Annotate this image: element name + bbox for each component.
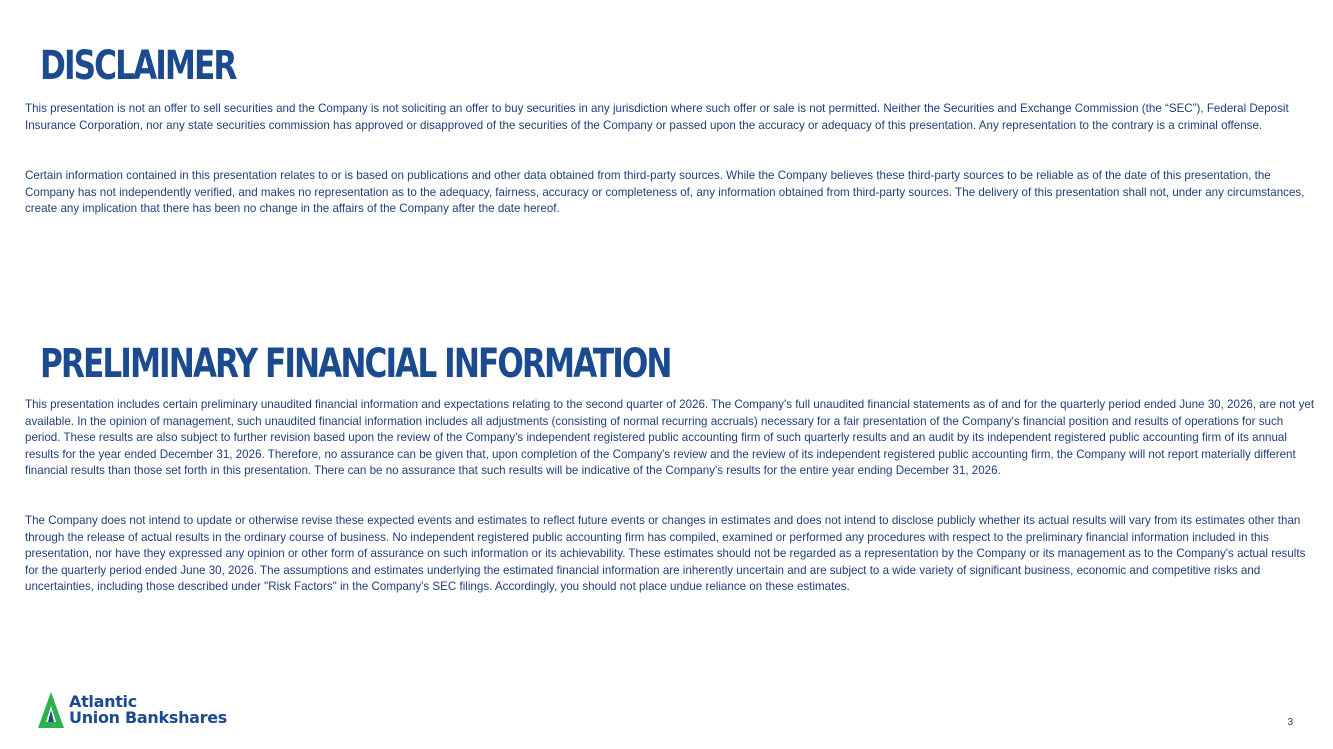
page-number: 3	[1287, 717, 1293, 728]
preliminary-heading: PRELIMINARY FINANCIAL INFORMATION	[40, 341, 671, 387]
logo-line-1: Atlantic	[69, 692, 137, 711]
triangle-logo-icon	[38, 692, 64, 728]
disclaimer-heading: DISCLAIMER	[40, 43, 236, 89]
logo-wordmark	[69, 694, 227, 726]
logo-line-2: Union Bankshares	[69, 708, 228, 727]
preliminary-paragraph-1: This presentation includes certain preliminary unaudited financial information and expectations relating to the second quarter of 2026. The Company's full unaudited financial statements as of and for the quarterly period ended June 30, 2026, are not yet available. In the opinion of management, such unaudited financial information includes all adjustments (consisting of normal recurring accruals) necessary for a fair presentation of the Company's financial position and results of operations for such period. These results are also subject to further revision based upon the review of the Company's independent registered public accounting firm of such quarterly results and an audit by its independent registered public accounting firm of its annual results for the year ended December 31, 2026. Therefore, no assurance can be given that, upon completion of the Company's review and the review of its independent registered public accounting firm, the Company will not report materially different financial results than those set forth in this presentation. There can be no assurance that such results will be indicative of the Company's results for the entire year ending December 31, 2026.	[25, 398, 1315, 478]
disclaimer-paragraph-2: Certain information contained in this presentation relates to or is based on publications and other data obtained from third-party sources. While the Company believes these third-party sources to be reliable as of the date of this presentation, the Company has not independently verified, and makes no representation as to the adequacy, fairness, accuracy or completeness of, any information obtained from third-party sources. The delivery of this presentation shall not, under any circumstances, create any implication that there has been no change in the affairs of the Company after the date hereof.	[25, 169, 1305, 216]
preliminary-paragraph-2: The Company does not intend to update or otherwise revise these expected events and estimates to reflect future events or changes in estimates and does not intend to disclose publicly whether its actual results will vary from its estimates other than through the release of actual results in the ordinary course of business. No independent registered public accounting firm has compiled, examined or performed any procedures with respect to the preliminary financial information included in this presentation, nor have they expressed any opinion or other form of assurance on such information or its achievability. These estimates should not be regarded as a representation by the Company or its management as to the Company's actual results for the quarterly period ended June 30, 2026. The assumptions and estimates underlying the estimated financial information are inherently uncertain and are subject to a wide variety of significant business, economic and competitive risks and uncertainties, including those described under "Risk Factors" in the Company's SEC filings. Accordingly, you should not place undue reliance on these estimates.	[25, 514, 1306, 594]
disclaimer-paragraph-1: This presentation is not an offer to sell securities and the Company is not soliciting an offer to buy securities in any jurisdiction where such offer or sale is not permitted. Neither the Securities and Exchange Commission (the “SEC”), Federal Deposit Insurance Corporation, nor any state securities commission has approved or disapproved of the securities of the Company or passed upon the accuracy or adequacy of this presentation. Any representation to the contrary is a criminal offense.	[25, 102, 1289, 132]
company-logo	[38, 690, 268, 730]
